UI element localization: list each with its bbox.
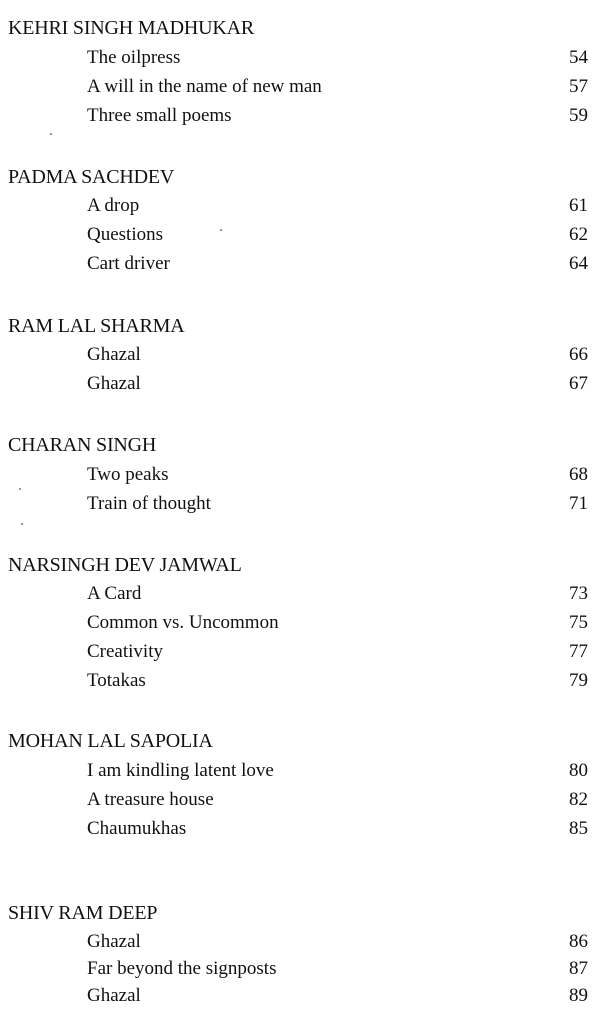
page-number: 54 <box>569 47 588 68</box>
author-heading: MOHAN LAL SAPOLIA <box>8 730 213 752</box>
toc-entry[interactable] <box>0 582 600 608</box>
poem-title: Ghazal <box>87 931 141 952</box>
page-number: 59 <box>569 105 588 126</box>
page-number: 73 <box>569 583 588 604</box>
poem-title: The oilpress <box>87 47 181 68</box>
page-number: 86 <box>569 931 588 952</box>
author-heading: RAM LAL SHARMA <box>8 315 185 337</box>
author-heading: CHARAN SINGH <box>8 434 157 456</box>
poem-title: I am kindling latent love <box>87 760 274 781</box>
page-number: 80 <box>569 760 588 781</box>
toc-entry[interactable] <box>0 611 600 637</box>
poem-title: A treasure house <box>87 789 214 810</box>
poem-title: Totakas <box>87 670 146 691</box>
toc-entry[interactable] <box>0 194 600 220</box>
poem-title: Far beyond the signposts <box>87 958 277 979</box>
page-number: 64 <box>569 253 588 274</box>
page-number: 62 <box>569 224 588 245</box>
author-heading: PADMA SACHDEV <box>8 166 175 188</box>
toc-entry[interactable] <box>0 463 600 489</box>
toc-entry[interactable] <box>0 640 600 666</box>
poem-title: Ghazal <box>87 373 141 394</box>
page-number: 68 <box>569 464 588 485</box>
toc-entry[interactable] <box>0 759 600 785</box>
toc-entry[interactable] <box>0 984 600 1010</box>
toc-entry[interactable] <box>0 930 600 956</box>
toc-entry[interactable] <box>0 104 600 130</box>
author-heading: NARSINGH DEV JAMWAL <box>8 554 242 576</box>
toc-entry[interactable] <box>0 343 600 369</box>
scan-speck <box>19 488 21 490</box>
poem-title: Ghazal <box>87 985 141 1006</box>
page-number: 89 <box>569 985 588 1006</box>
poem-title: A drop <box>87 195 140 216</box>
toc-entry[interactable] <box>0 669 600 695</box>
poem-title: Cart driver <box>87 253 170 274</box>
poem-title: Two peaks <box>87 464 169 485</box>
scan-speck <box>21 523 23 525</box>
poem-title: Ghazal <box>87 344 141 365</box>
page-number: 79 <box>569 670 588 691</box>
poem-title: A Card <box>87 583 142 604</box>
toc-entry[interactable] <box>0 372 600 398</box>
toc-entry[interactable] <box>0 788 600 814</box>
toc-entry[interactable] <box>0 817 600 843</box>
page-number: 75 <box>569 612 588 633</box>
poem-title: A will in the name of new man <box>87 76 322 97</box>
poem-title: Chaumukhas <box>87 818 187 839</box>
page-number: 57 <box>569 76 588 97</box>
toc-entry[interactable] <box>0 957 600 983</box>
page-number: 77 <box>569 641 588 662</box>
page-number: 82 <box>569 789 588 810</box>
page-number: 71 <box>569 493 588 514</box>
page-number: 61 <box>569 195 588 216</box>
author-heading: SHIV RAM DEEP <box>8 902 158 924</box>
poem-title: Train of thought <box>87 493 211 514</box>
author-heading: KEHRI SINGH MADHUKAR <box>8 17 255 39</box>
toc-entry[interactable] <box>0 492 600 518</box>
page-number: 87 <box>569 958 588 979</box>
poem-title: Creativity <box>87 641 163 662</box>
poem-title: Questions <box>87 224 163 245</box>
toc-entry[interactable] <box>0 46 600 72</box>
poem-title: Three small poems <box>87 105 232 126</box>
scan-speck <box>220 229 222 231</box>
page-number: 85 <box>569 818 588 839</box>
scan-speck <box>50 133 52 135</box>
toc-entry[interactable] <box>0 252 600 278</box>
toc-entry[interactable] <box>0 223 600 249</box>
page-number: 66 <box>569 344 588 365</box>
page-number: 67 <box>569 373 588 394</box>
toc-entry[interactable] <box>0 75 600 101</box>
poem-title: Common vs. Uncommon <box>87 612 279 633</box>
